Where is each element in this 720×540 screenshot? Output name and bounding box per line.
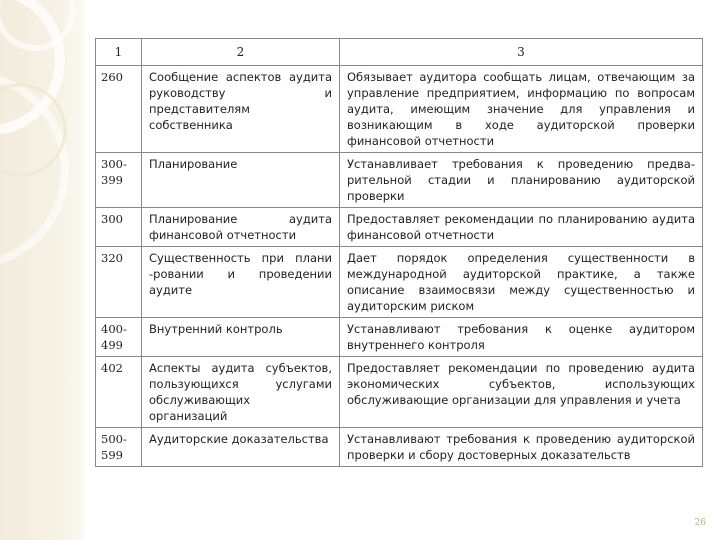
standard-description: Обязывает аудитора сообщать лицам, отвечающим за управление предприятием, информацию по вопросам аудита, имеющим значение для управления и возникающим в ходе аудиторской проверки финансовой отчетности xyxy=(340,66,703,153)
table-row xyxy=(96,428,703,467)
standard-code: 260 xyxy=(96,66,142,153)
standard-name: Планирование аудита финансовой отчетности xyxy=(142,208,340,247)
standard-description: Предоставляет рекомендации по проведению аудита экономических субъектов, использующих обслуживающие организации для управления и учета xyxy=(340,357,703,428)
table-row xyxy=(96,247,703,318)
table-row xyxy=(96,208,703,247)
standard-name: Аудиторские доказательства xyxy=(142,428,340,467)
column-header-3: 3 xyxy=(340,39,703,66)
decorative-circles-icon xyxy=(0,0,84,540)
standard-description: Устанавливают требования к проведению аудиторской проверки и сбору достоверных доказательств xyxy=(340,428,703,467)
page-number: 26 xyxy=(694,518,706,528)
table-row xyxy=(96,357,703,428)
standard-description: Устанавливают требования к оценке аудитором внутреннего контроля xyxy=(340,318,703,357)
standard-code: 320 xyxy=(96,247,142,318)
standard-code: 300-399 xyxy=(96,153,142,208)
table-header-row xyxy=(96,39,703,66)
standard-description: Устанавливает требования к проведению предва-рительной стадии и планированию аудиторской проверки xyxy=(340,153,703,208)
standard-description: Предоставляет рекомендации по планированию аудита финансовой отчетности xyxy=(340,208,703,247)
table-row xyxy=(96,66,703,153)
standard-name: Сообщение аспектов аудита руководству и представителям собственника xyxy=(142,66,340,153)
decorative-side-panel xyxy=(0,0,84,540)
standard-description: Дает порядок определения существенности в международной аудиторской практике, а также описание взаимосвязи между существенностью и аудиторским риском xyxy=(340,247,703,318)
table-row xyxy=(96,318,703,357)
standard-name: Планирование xyxy=(142,153,340,208)
standard-code: 500-599 xyxy=(96,428,142,467)
column-header-1: 1 xyxy=(96,39,142,66)
table-row xyxy=(96,153,703,208)
standard-name: Существенность при плани -ровании и проведении аудите xyxy=(142,247,340,318)
standards-table xyxy=(95,38,703,467)
standard-name: Аспекты аудита субъектов, пользующихся услугами обслуживающих организаций xyxy=(142,357,340,428)
standard-code: 402 xyxy=(96,357,142,428)
column-header-2: 2 xyxy=(142,39,340,66)
standard-code: 400-499 xyxy=(96,318,142,357)
standard-name: Внутренний контроль xyxy=(142,318,340,357)
standard-code: 300 xyxy=(96,208,142,247)
